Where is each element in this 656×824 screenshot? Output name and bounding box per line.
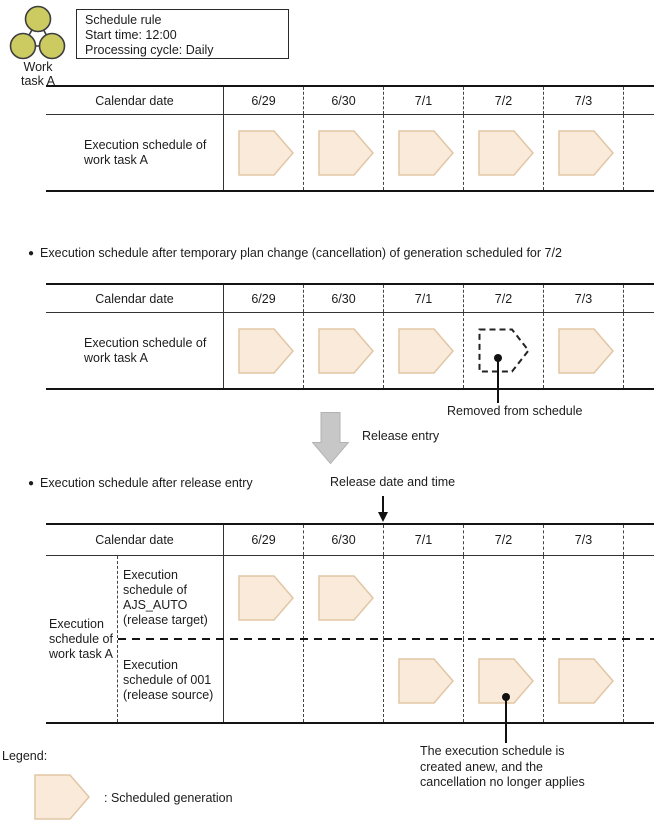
date-header-71: 7/1	[384, 525, 464, 555]
removed-from-schedule-label: Removed from schedule	[447, 404, 583, 418]
release-marker-line	[382, 496, 384, 513]
table1-row-label: Execution schedule of work task A	[46, 115, 224, 190]
work-task-label-line1: Work	[23, 60, 53, 74]
date-header-72: 7/2	[464, 525, 544, 555]
initial-schedule-table	[46, 85, 654, 192]
section3-heading	[28, 476, 328, 491]
created-anew-note	[420, 744, 585, 791]
generation-cell	[224, 115, 304, 190]
table1-body-row	[46, 115, 654, 190]
generation-cell	[544, 115, 624, 190]
scheduled-generation-icon	[398, 130, 454, 176]
rule-line-2: Start time: 12:00	[85, 27, 177, 42]
scheduled-generation-icon	[558, 130, 614, 176]
date-header-630: 6/30	[304, 87, 384, 114]
note-line-3: cancellation no longer applies	[420, 775, 585, 789]
legend-title: Legend:	[2, 749, 48, 763]
generation-cell	[304, 115, 384, 190]
generation-cell	[384, 639, 464, 722]
date-header-629: 6/29	[224, 285, 304, 312]
work-task-jobnet-icon	[9, 5, 67, 61]
date-header-73: 7/3	[544, 525, 624, 555]
generation-cell	[224, 313, 304, 388]
date-header-72: 7/2	[464, 87, 544, 114]
release-target-row	[118, 556, 654, 639]
scheduled-generation-icon	[238, 328, 294, 374]
date-header-73: 7/3	[544, 87, 624, 114]
bullet-icon: ●	[28, 478, 35, 489]
table2-row-label: Execution schedule of work task A	[46, 313, 224, 388]
scheduled-generation-icon	[398, 328, 454, 374]
work-task-label-line2: task A	[20, 73, 56, 88]
generation-cell	[304, 556, 384, 639]
calendar-date-header: Calendar date	[46, 87, 224, 114]
timeline-tail	[624, 525, 654, 555]
timeline-tail	[624, 87, 654, 114]
release-entry-arrow-icon	[312, 412, 349, 464]
table1-header-row	[46, 87, 654, 115]
cancelled-generation-icon	[478, 328, 530, 373]
note-line-1: The execution schedule is	[420, 744, 565, 758]
scheduled-generation-icon	[238, 575, 294, 621]
timeline-tail	[624, 639, 654, 722]
scheduled-generation-icon	[34, 774, 90, 820]
generation-cell	[544, 556, 624, 639]
section3-heading-text: Execution schedule after release entry	[40, 476, 253, 490]
generation-cell	[384, 115, 464, 190]
scheduled-generation-icon	[398, 658, 454, 704]
release-entry-label: Release entry	[362, 429, 440, 443]
timeline-tail	[624, 115, 654, 190]
date-header-73: 7/3	[544, 285, 624, 312]
scheduled-generation-icon	[478, 130, 534, 176]
generation-cell	[544, 313, 624, 388]
generation-cell	[464, 556, 544, 639]
scheduled-generation-icon	[318, 130, 374, 176]
timeline-tail	[624, 285, 654, 312]
date-header-629: 6/29	[224, 525, 304, 555]
generation-cell	[464, 313, 544, 388]
rule-line-1: Schedule rule	[85, 13, 162, 27]
table3-header-row	[46, 525, 654, 556]
release-date-time-label: Release date and time	[330, 475, 456, 489]
scheduled-generation-icon	[558, 328, 614, 374]
section2-heading	[28, 246, 648, 261]
release-marker-arrowhead-icon	[378, 512, 388, 522]
table3-body	[46, 556, 654, 722]
generation-cell	[224, 639, 304, 722]
generation-cell	[304, 639, 384, 722]
legend-item-label: : Scheduled generation	[104, 791, 233, 805]
generation-cell	[384, 313, 464, 388]
cancelled-schedule-table	[46, 283, 654, 390]
calendar-date-header: Calendar date	[46, 285, 224, 312]
generation-cell	[224, 556, 304, 639]
schedule-rule-box	[76, 9, 289, 59]
table2-header-row	[46, 285, 654, 313]
scheduled-generation-icon	[558, 658, 614, 704]
rule-line-3: Processing cycle: Daily	[85, 42, 214, 57]
generation-cell	[464, 639, 544, 722]
generation-cell	[304, 313, 384, 388]
scheduled-generation-icon	[318, 575, 374, 621]
section2-heading-text: Execution schedule after temporary plan change (cancellation) of generation scheduled for 7/2	[40, 246, 562, 260]
generation-cell	[544, 639, 624, 722]
legend-symbol	[34, 774, 90, 823]
release-source-row-label: Execution schedule of 001 (release source)	[118, 639, 224, 722]
date-header-630: 6/30	[304, 285, 384, 312]
table2-body-row	[46, 313, 654, 388]
scheduled-generation-icon	[238, 130, 294, 176]
date-header-629: 6/29	[224, 87, 304, 114]
release-boundary-dashed-line	[118, 638, 654, 640]
release-target-row-label: Execution schedule of AJS_AUTO (release target)	[118, 556, 224, 639]
callout-leader-line	[497, 358, 499, 403]
date-header-630: 6/30	[304, 525, 384, 555]
generation-cell	[464, 115, 544, 190]
table3-span-label: Execution schedule of work task A	[46, 556, 118, 722]
timeline-tail	[624, 313, 654, 388]
scheduled-generation-icon	[318, 328, 374, 374]
work-task-label	[2, 61, 74, 88]
bullet-icon: ●	[28, 248, 35, 259]
date-header-71: 7/1	[384, 87, 464, 114]
date-header-71: 7/1	[384, 285, 464, 312]
callout-leader-line	[505, 697, 507, 743]
note-line-2: created anew, and the	[420, 759, 544, 774]
release-schedule-table	[46, 523, 654, 724]
calendar-date-header: Calendar date	[46, 525, 224, 555]
generation-cell	[384, 556, 464, 639]
date-header-72: 7/2	[464, 285, 544, 312]
release-source-row	[118, 639, 654, 722]
timeline-tail	[624, 556, 654, 639]
